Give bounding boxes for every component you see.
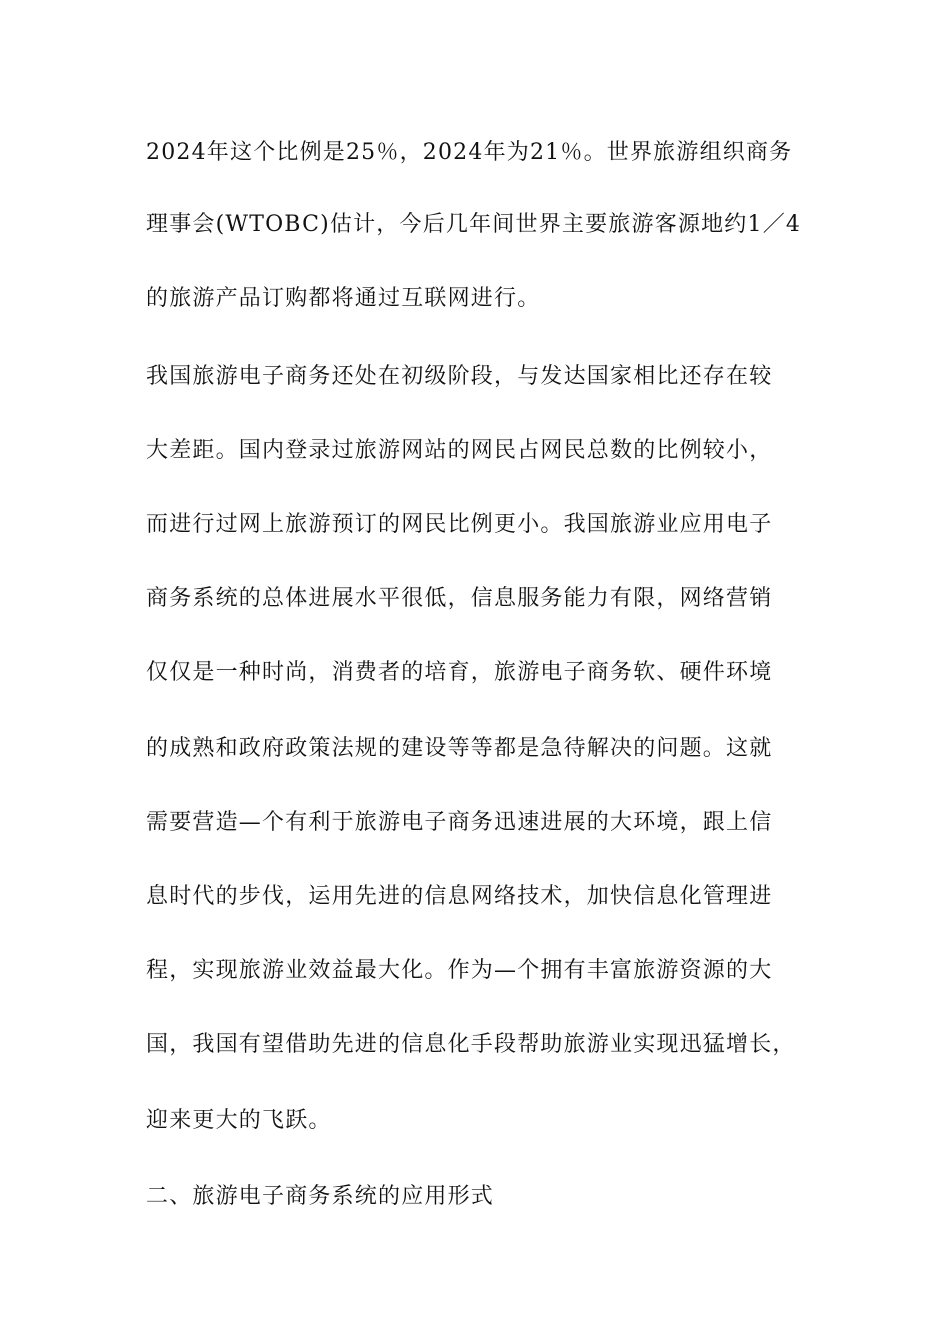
text-line-1: 2024年这个比例是25％，2024年为21％。世界旅游组织商务 <box>146 140 793 165</box>
text-line-6: 而进行过网上旅游预订的网民比例更小。我国旅游业应用电子 <box>146 512 773 537</box>
text-line-9: 的成熟和政府政策法规的建设等等都是急待解决的问题。这就 <box>146 736 773 761</box>
text-line-3: 的旅游产品订购都将通过互联网进行。 <box>146 286 541 311</box>
text-line-8: 仅仅是一种时尚，消费者的培育，旅游电子商务软、硬件环境 <box>146 660 773 685</box>
section-heading: 二、旅游电子商务系统的应用形式 <box>146 1184 495 1209</box>
text-line-14: 迎来更大的飞跃。 <box>146 1108 332 1133</box>
text-line-4: 我国旅游电子商务还处在初级阶段，与发达国家相比还存在较 <box>146 364 773 389</box>
text-line-11: 息时代的步伐，运用先进的信息网络技术，加快信息化管理进 <box>146 884 773 909</box>
text-line-12: 程，实现旅游业效益最大化。作为—个拥有丰富旅游资源的大 <box>146 958 773 983</box>
text-line-5: 大差距。国内登录过旅游网站的网民占网民总数的比例较小， <box>146 438 773 463</box>
text-line-7: 商务系统的总体进展水平很低，信息服务能力有限，网络营销 <box>146 586 773 611</box>
text-line-10: 需要营造—个有利于旅游电子商务迅速进展的大环境，跟上信 <box>146 810 773 835</box>
text-line-13: 国，我国有望借助先进的信息化手段帮助旅游业实现迅猛增长， <box>146 1032 796 1057</box>
text-line-2: 理事会(WTOBC)估计，今后几年间世界主要旅游客源地约1／4 <box>146 212 802 237</box>
